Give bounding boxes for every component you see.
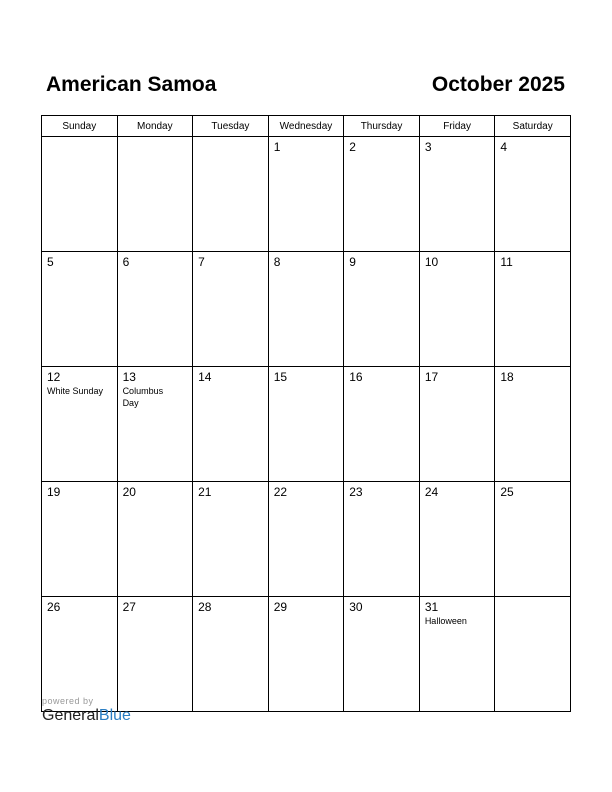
day-number: 9 [349,255,356,269]
day-cell [268,252,344,367]
day-number: 25 [500,485,514,499]
week-row [42,597,571,712]
week-row [42,252,571,367]
day-number: 8 [273,255,281,269]
calendar-header [46,70,565,100]
weekday-sunday: Sunday [42,116,118,137]
day-number: 4 [500,140,508,154]
day-cell [268,367,344,482]
day-number: 15 [273,370,288,384]
weekday-header-row [42,116,571,137]
brand-logo [42,707,131,725]
empty-day-cell [193,137,269,252]
day-cell [117,252,193,367]
week-row [42,482,571,597]
day-number: 30 [349,600,363,614]
day-number: 21 [198,485,212,499]
day-cell [344,137,420,252]
day-number: 19 [47,485,61,499]
day-cell [419,597,495,712]
day-cell [117,597,193,712]
weekday-wednesday: Wednesday [268,116,344,137]
day-cell [193,367,269,482]
day-cell [268,482,344,597]
day-number: 18 [500,370,514,384]
day-cell [419,367,495,482]
day-number: 23 [349,485,363,499]
day-number: 16 [349,370,363,384]
brand-blue: Blue [98,707,131,724]
weekday-thursday: Thursday [344,116,420,137]
empty-day-cell [42,137,118,252]
day-number: 12 [47,370,61,384]
day-number: 14 [198,370,212,384]
day-cell [344,482,420,597]
day-cell [42,482,118,597]
day-cell [419,252,495,367]
day-cell [419,137,495,252]
day-cell [344,252,420,367]
day-cell [495,252,571,367]
day-number: 11 [500,255,513,269]
holiday-label: White Sunday [47,386,104,396]
brand-general: General [42,707,99,724]
day-number: 7 [198,255,205,269]
day-cell [193,597,269,712]
day-cell [42,252,118,367]
empty-day-cell [495,597,571,712]
day-number: 5 [47,255,54,269]
day-number: 29 [273,600,288,614]
day-cell [344,597,420,712]
day-number: 1 [273,140,281,154]
day-cell [117,482,193,597]
day-cell [42,367,118,482]
day-cell [419,482,495,597]
week-row [42,137,571,252]
empty-day-cell [117,137,193,252]
weekday-tuesday: Tuesday [193,116,269,137]
day-number: 17 [424,370,439,384]
day-number: 3 [424,140,432,154]
day-number: 27 [122,600,136,614]
day-cell [495,482,571,597]
week-row [42,367,571,482]
day-number: 2 [349,140,356,154]
powered-by-text: powered by [42,696,94,706]
day-cell [268,137,344,252]
day-cell [193,252,269,367]
day-number: 31 [424,600,439,614]
region-title: American Samoa [46,73,217,96]
day-cell [117,367,193,482]
day-cell [344,367,420,482]
holiday-label: Columbus Day [122,386,164,408]
calendar-grid [41,115,571,712]
day-number: 22 [273,485,288,499]
day-number: 13 [122,370,136,384]
day-number: 20 [122,485,136,499]
day-cell [268,597,344,712]
day-cell [495,137,571,252]
weekday-saturday: Saturday [495,116,571,137]
day-number: 10 [424,255,439,269]
weekday-monday: Monday [117,116,193,137]
day-cell [193,482,269,597]
day-number: 6 [122,255,130,269]
weekday-friday: Friday [419,116,495,137]
day-cell [42,597,118,712]
month-year-title: October 2025 [431,73,565,96]
day-number: 26 [47,600,61,614]
day-number: 24 [424,485,439,499]
holiday-label: Halloween [424,616,467,626]
day-cell [495,367,571,482]
footer-branding [42,696,131,725]
day-number: 28 [198,600,212,614]
